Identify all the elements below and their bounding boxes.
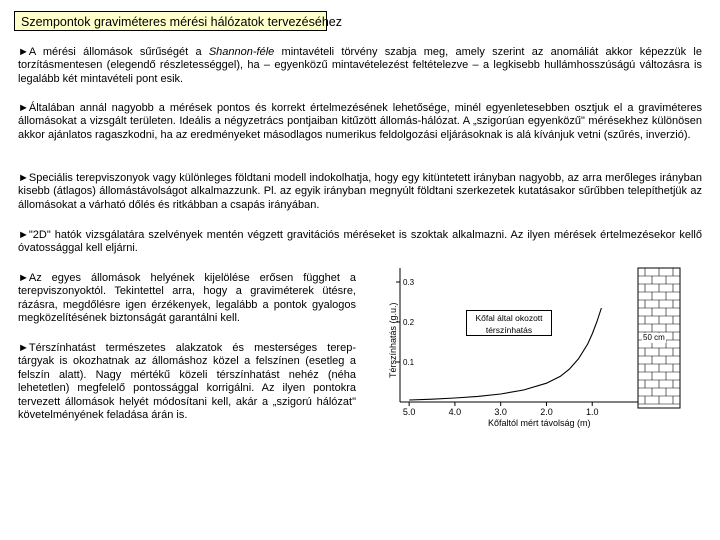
paragraph-station-placement: ►Az egyes állomások helyének kijelölése erősen függhet a terepviszonyoktól. Tekintettel arra, hogy a graviméterek ütésre, rázásra, megdőlésre igen érzékenyek, legalább a pontok gyalogos megközelítésének biztonságát garantálni kell. [18, 272, 356, 325]
p1-pre: ►A mérési állomások sűrűségét a [18, 46, 209, 58]
y-tick-label: 0.3 [403, 278, 415, 287]
x-tick-label: 3.0 [494, 407, 507, 417]
y-tick-label: 0.2 [403, 318, 415, 327]
paragraph-terrain-effect: ►Térszínhatást természetes alakzatok és mesterséges terep-tárgyak is okozhatnak az állomáshoz közel a felszínen (esetleg a felszín alatt). Nagy mértékű közeli térszínhatást nehéz (néha lehetetlen) megfelelő pontossággal korrigálni. Az ilyen pontokra tervezett állomások helyét módosítani kell, akár a „szigorú hálózat" követelményének feladása árán is. [18, 342, 356, 422]
chart-svg [382, 258, 712, 434]
x-tick-label: 4.0 [448, 407, 462, 417]
x-axis-label: Kőfaltól mért távolság (m) [488, 418, 591, 428]
x-tick-label: 5.0 [402, 407, 416, 417]
terrain-effect-chart [382, 258, 712, 434]
wall-label: 50 cm [643, 333, 665, 342]
x-tick-label: 2.0 [540, 407, 553, 417]
paragraph-special-terrain: ►Speciális terepviszonyok vagy különleges földtani modell indokolhatja, hogy egy kitüntetett irányban nagyobb, az arra merőleges irányban kisebb (átlagos) állomástávolságot alkalmazzunk. Pl. az egyik irányban megnyúlt földtani szerkezetek kutatásakor sűrűbben telepíthetjük az állomásokat a várható dőlés és ritkábban a csapás irányában. [18, 172, 702, 211]
slide-title: Szempontok graviméteres mérési hálózatok tervezéséhez [14, 11, 327, 31]
paragraph-2d: ►"2D" hatók vizsgálatára szelvények mentén végzett gravitációs méréseket is szoktak alkalmazni. Az ilyen mérések értelmezésekor kellő óvatossággal kell eljárni. [18, 229, 702, 255]
paragraph-distribution: ►Általában annál nagyobb a mérések pontos és korrekt értelmezésének lehetősége, minél egyenletesebben osztjuk el a graviméteres állomásokat a vizsgált területen. Ideális a négyzetrács pontjaiban kitűzött állomás-hálózat. A „szigorúan egyenközű" mérésekhez különösen akkor ajánlatos ragaszkodni, ha az eredményeket másodlagos numerikus feldolgozási eljárásoknak is alá kívánjuk vetni (szűrés, inverzió). [18, 102, 702, 141]
chart-annotation: Kőfal által okozott térszínhatás [466, 310, 552, 336]
paragraph-sampling [18, 46, 702, 86]
p1-post: mintavételi törvény szabja meg, amely szerint az anomáliát akkor képezzük le torzításmentesen (elegendő részletességgel), ha – egyenközű mintavételezést feltételezve – a legkisebb hullámhosszúságú változásra is legalább két mintavételi pont esik. [18, 46, 702, 85]
x-tick-label: 1.0 [585, 407, 599, 417]
y-axis-label: Térszínhatás (g.u.) [388, 302, 398, 378]
p1-italic: Shannon-féle [208, 46, 275, 58]
y-tick-label: 0.1 [403, 358, 415, 367]
